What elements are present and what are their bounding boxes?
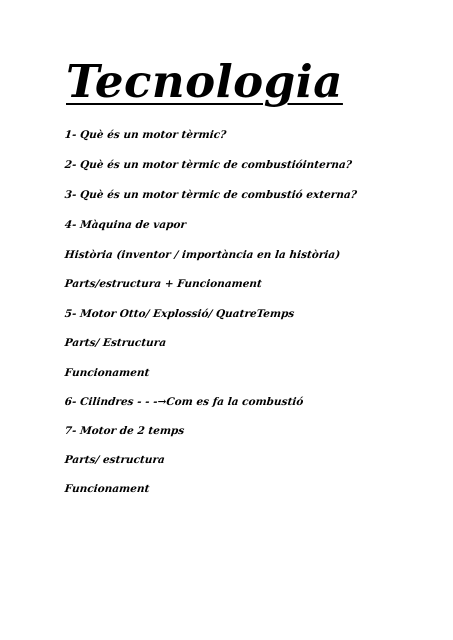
subtopic-line-parts-2: Parts/ estructura <box>64 454 166 466</box>
topic-line-otto-motor: 5- Motor Otto/ Explossió/ QuatreTemps <box>64 308 295 320</box>
topic-line-cylinders: 6- Cilindres - - -→Com es fa la combustió <box>64 396 304 408</box>
topic-line-two-stroke: 7- Motor de 2 temps <box>64 425 185 437</box>
subtopic-line-parts-function: Parts/estructura + Funcionament <box>64 278 263 290</box>
subtopic-line-function-2: Funcionament <box>64 483 151 495</box>
question-line-3: 3- Què és un motor tèrmic de combustió externa? <box>64 189 358 201</box>
question-line-1: 1- Què és un motor tèrmic? <box>64 129 227 141</box>
subtopic-line-function: Funcionament <box>64 367 151 379</box>
question-line-2: 2- Què és un motor tèrmic de combustióinterna? <box>64 159 353 171</box>
subtopic-line-parts: Parts/ Estructura <box>64 337 167 349</box>
topic-line-steam-machine: 4- Màquina de vapor <box>64 219 187 231</box>
document-title: Tecnologia <box>66 55 343 108</box>
subtopic-line-history: Història (inventor / importància en la història) <box>64 249 341 261</box>
